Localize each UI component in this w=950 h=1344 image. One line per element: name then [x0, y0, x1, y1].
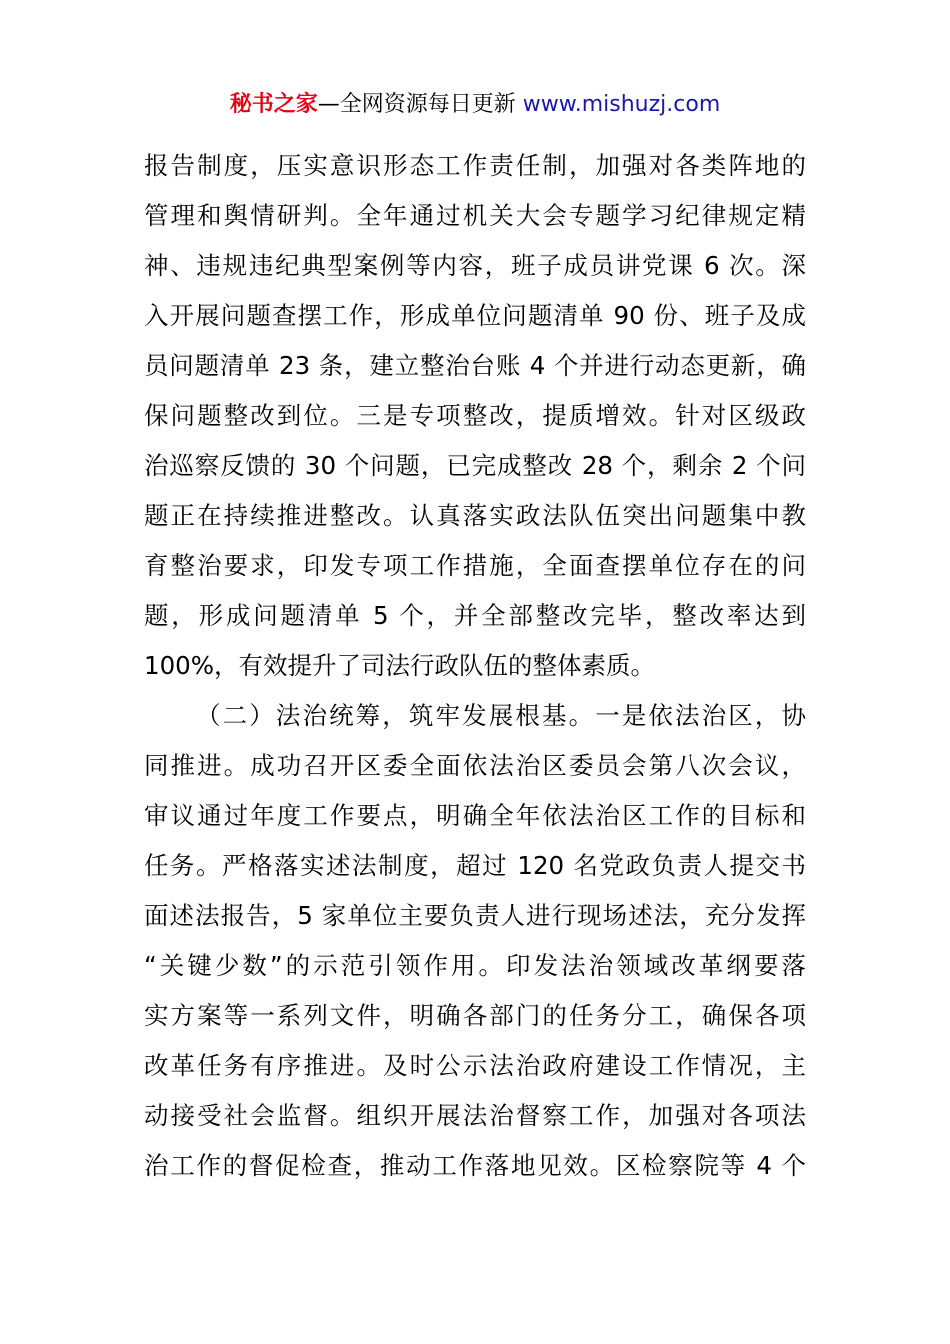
- text-line: 题正在持续推进整改。认真落实政法队伍突出问题集中教: [144, 501, 806, 530]
- brand-name: 秘书之家: [229, 92, 318, 117]
- text-line: 同推进。成功召开区委全面依法治区委员会第八次会议，: [144, 751, 806, 780]
- text-line: 入开展问题查摆工作，形成单位问题清单 90 份、班子及成: [144, 301, 806, 330]
- paragraph-end-line: 100%，有效提升了司法行政队伍的整体素质。: [144, 651, 656, 680]
- text-line: 育整治要求，印发专项工作措施，全面查摆单位存在的问: [144, 551, 806, 580]
- text-line: 管理和舆情研判。全年通过机关大会专题学习纪律规定精: [144, 201, 806, 230]
- text-line: 任务。严格落实述法制度，超过 120 名党政负责人提交书: [144, 851, 806, 880]
- document-body: [144, 146, 806, 1196]
- site-url-link[interactable]: www.mishuzj.com: [522, 92, 721, 117]
- text-line: 治巡察反馈的 30 个问题，已完成整改 28 个，剩余 2 个问: [144, 451, 806, 480]
- header-tagline: —全网资源每日更新: [317, 92, 523, 117]
- text-line: 报告制度，压实意识形态工作责任制，加强对各类阵地的: [144, 151, 806, 180]
- text-line: “关键少数”的示范引领作用。印发法治领域改革纲要落: [144, 951, 806, 980]
- text-line: 员问题清单 23 条，建立整治台账 4 个并进行动态更新，确: [144, 351, 806, 380]
- text-line: 改革任务有序推进。及时公示法治政府建设工作情况，主: [144, 1051, 806, 1080]
- text-line: 治工作的督促检查，推动工作落地见效。区检察院等 4 个: [144, 1151, 806, 1180]
- text-line: 神、违规违纪典型案例等内容，班子成员讲党课 6 次。深: [144, 251, 806, 280]
- section-heading-line: （二）法治统筹，筑牢发展根基。一是依法治区，协: [196, 701, 806, 730]
- text-line: 题，形成问题清单 5 个，并全部整改完毕，整改率达到: [144, 601, 806, 630]
- text-line: 审议通过年度工作要点，明确全年依法治区工作的目标和: [144, 801, 806, 830]
- text-line: 实方案等一系列文件，明确各部门的任务分工，确保各项: [144, 1001, 806, 1030]
- text-line: 面述法报告，5 家单位主要负责人进行现场述法，充分发挥: [144, 901, 806, 930]
- text-line: 保问题整改到位。三是专项整改，提质增效。针对区级政: [144, 401, 806, 430]
- text-line: 动接受社会监督。组织开展法治督察工作，加强对各项法: [144, 1101, 806, 1130]
- page-header: [0, 88, 950, 122]
